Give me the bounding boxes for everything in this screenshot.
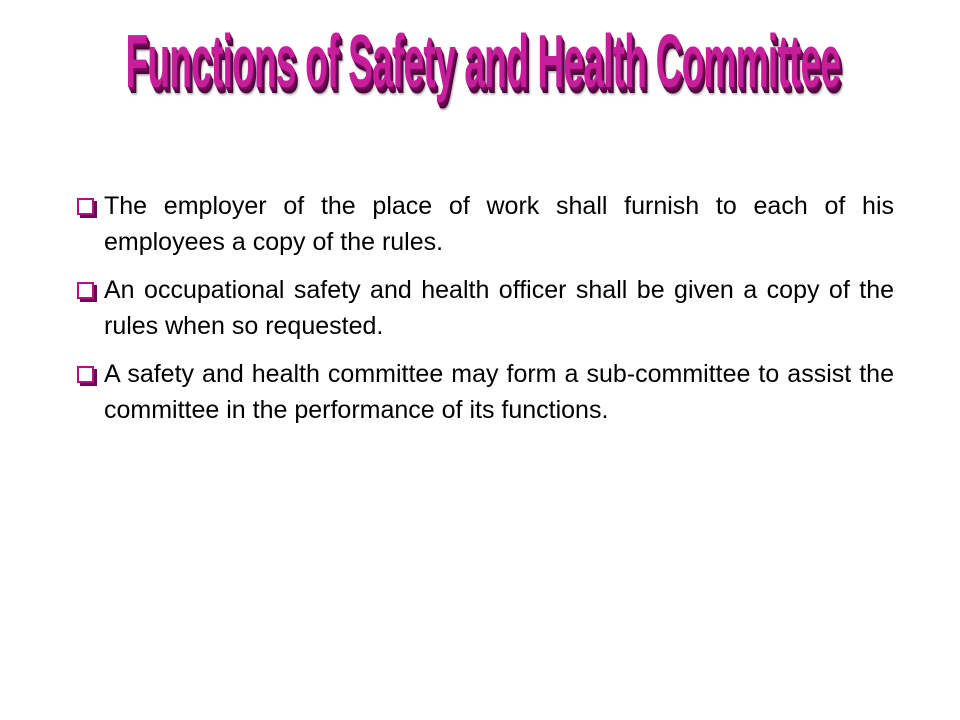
slide-title: Functions of Safety and Health Committee: [125, 19, 841, 104]
bullet-item: [74, 272, 894, 344]
bullet-item: [74, 188, 894, 260]
bullet-text: A safety and health committee may form a sub-committee to assist the committee in the performance of its functions.: [104, 360, 894, 424]
hollow-square-icon: [77, 282, 94, 299]
hollow-square-icon: [77, 366, 94, 383]
bullet-item: [74, 356, 894, 428]
bullet-text: An occupational safety and health officer shall be given a copy of the rules when so requested.: [104, 276, 894, 340]
bullet-list: [74, 188, 894, 440]
title-container: [0, 18, 960, 104]
bullet-text: The employer of the place of work shall furnish to each of his employees a copy of the rules.: [104, 192, 894, 256]
hollow-square-icon: [77, 198, 94, 215]
